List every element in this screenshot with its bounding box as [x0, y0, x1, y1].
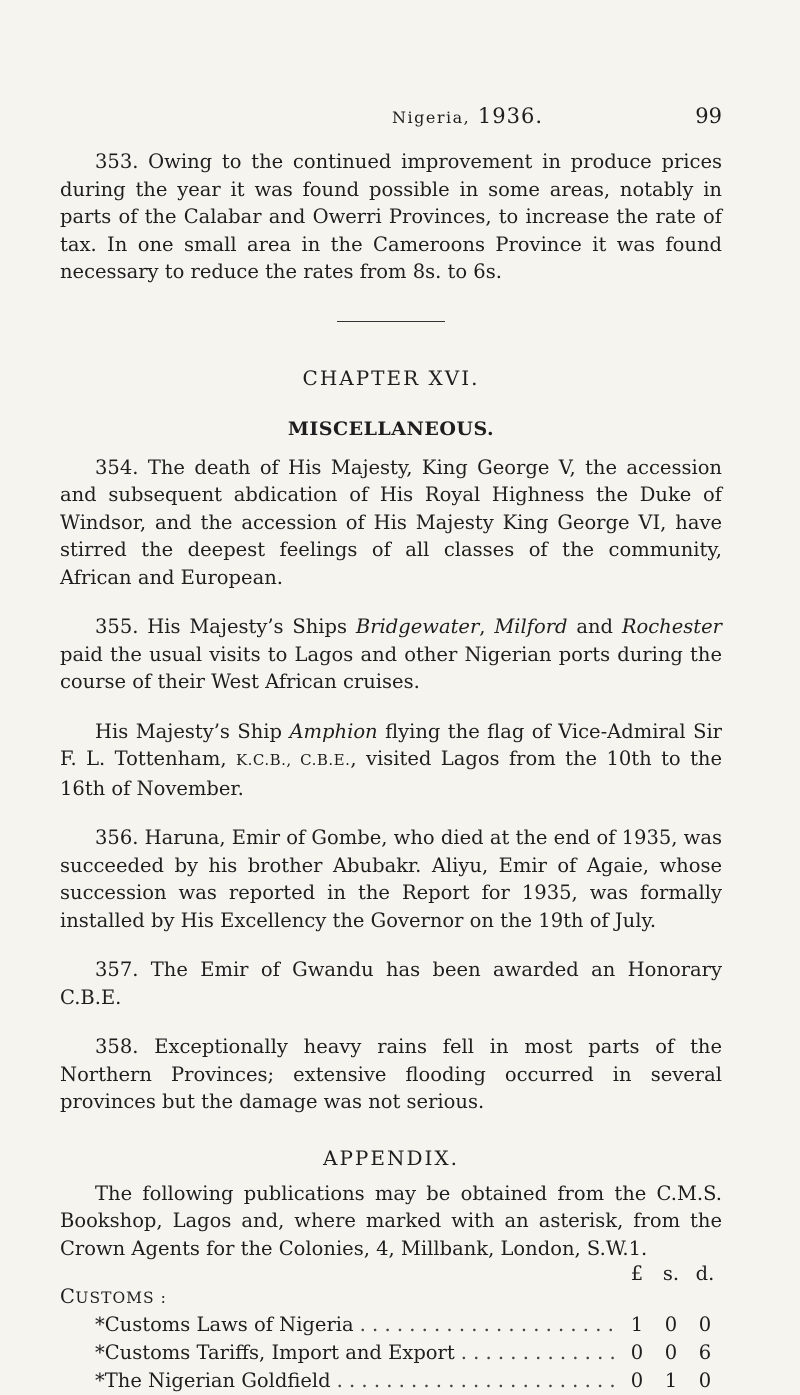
- ship-name-milford: Milford: [494, 615, 568, 638]
- ship-name-bridgewater: Bridgewater: [355, 615, 480, 638]
- paragraph-amphion: [60, 718, 722, 803]
- running-title: [392, 104, 543, 128]
- customs-initial: C: [60, 1285, 76, 1308]
- running-title-year: 1936.: [477, 104, 544, 128]
- amphion-text-3: , visited Lagos from the 10th to the 16th of November.: [60, 747, 723, 800]
- price-pence: 0: [698, 1369, 712, 1392]
- paragraph-353: 353. Owing to the continued improvement in produce prices during the year it was found possible in some areas, notably in parts of the Calabar and Owerri Provinces, to increase the rate of tax. In one small area in the Cameroons Province it was found necessary to reduce the rates from 8s. to 6s.: [60, 150, 722, 283]
- ship-name-amphion: Amphion: [289, 719, 378, 743]
- paragraph-356: 356. Haruna, Emir of Gombe, who died at the end of 1935, was succeeded by his brother Abubakr. Aliyu, Emir of Agaie, whose succession was reported in the Report for 1935, was formally installed by His Excellency the Governor on the 19th of July.: [60, 826, 722, 932]
- p355-text-2: paid the usual visits to Lagos and other Nigerian ports during the course of their West African cruises.: [60, 642, 722, 693]
- publication-row: [60, 1339, 722, 1367]
- paragraph-358: 358. Exceptionally heavy rains fell in most parts of the Northern Provinces; extensive flooding occurred in several provinces but the damage was not serious.: [60, 1035, 722, 1113]
- amphion-text-2: flying the flag of Vice-Admiral Sir F. L. Tottenham,: [60, 719, 723, 770]
- price-shillings: 1: [664, 1369, 678, 1392]
- appendix-heading: APPENDIX.: [323, 1145, 459, 1170]
- price-shillings: 0: [664, 1341, 678, 1364]
- section-label-customs: [60, 1285, 722, 1308]
- paragraph-357: 357. The Emir of Gwandu has been awarded an Honorary C.B.E.: [60, 958, 722, 1009]
- currency-headers: [60, 1262, 722, 1285]
- running-head: [0, 102, 800, 132]
- appendix-intro: The following publications may be obtained from the C.M.S. Bookshop, Lagos and, where marked with an asterisk, from the Crown Agents for the Colonies, 4, Millbank, London, S.W.1.: [60, 1181, 722, 1260]
- price-pence: 6: [698, 1341, 712, 1364]
- publication-title: *Customs Tariffs, Import and Export: [95, 1341, 455, 1364]
- publication-title: *Customs Laws of Nigeria: [95, 1313, 354, 1336]
- amphion-honours: K.C.B., C.B.E.: [235, 751, 351, 769]
- p355-text-1: 355. His Majesty’s Ships: [95, 615, 356, 638]
- ship-name-rochester: Rochester: [621, 615, 722, 638]
- publication-row: [60, 1311, 722, 1339]
- price-shillings: 0: [664, 1313, 678, 1336]
- publication-title: *The Nigerian Goldfield: [95, 1369, 331, 1392]
- header-pounds: £: [630, 1262, 644, 1285]
- p355-sep-1: ,: [479, 615, 495, 638]
- body-text: [60, 148, 722, 1395]
- chapter-heading: CHAPTER XVI.: [302, 365, 480, 390]
- page-number: 99: [695, 104, 722, 128]
- paragraph-355: [60, 613, 722, 696]
- chapter-subtitle: MISCELLANEOUS.: [287, 417, 495, 440]
- section-divider: [337, 321, 445, 322]
- p355-sep-2: and: [567, 615, 622, 638]
- paragraph-354: 354. The death of His Majesty, King George V, the accession and subsequent abdication of His Royal Highness the Duke of Windsor, and the accession of His Majesty King George VI, have stirred the deepest feelings of all classes of the community, African and European.: [60, 455, 722, 589]
- dot-leader: [337, 1367, 614, 1395]
- customs-rest: USTOMS :: [75, 1289, 167, 1307]
- amphion-text-1: His Majesty’s Ship: [95, 719, 290, 743]
- header-shillings: s.: [662, 1262, 680, 1285]
- price-pence: 0: [698, 1313, 712, 1336]
- running-title-country: Nigeria,: [392, 108, 471, 127]
- dot-leader: [461, 1339, 614, 1367]
- price-pounds: 1: [630, 1313, 644, 1336]
- price-pounds: 0: [630, 1341, 644, 1364]
- publication-row: [60, 1367, 722, 1395]
- header-pence: d.: [695, 1262, 715, 1285]
- dot-leader: [360, 1311, 614, 1339]
- price-pounds: 0: [630, 1369, 644, 1392]
